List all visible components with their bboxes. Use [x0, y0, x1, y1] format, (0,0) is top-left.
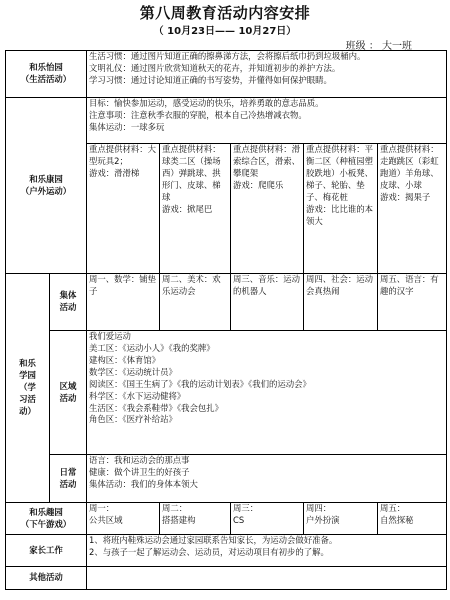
life-row	[6, 51, 447, 98]
areas-label: 区域 活动	[50, 331, 87, 455]
afternoon-day-1: 周一： 公共区域	[87, 503, 160, 535]
collective-label: 集体 活动	[50, 274, 87, 331]
afternoon-row	[6, 503, 447, 535]
afternoon-day-4: 周四： 户外扮演	[304, 503, 378, 535]
areas-math: 数学区：《运动统计员》	[89, 366, 177, 377]
afternoon-category: 和乐趣园 （下午游戏）	[6, 503, 87, 535]
parents-category: 家长工作	[6, 535, 87, 567]
collective-row	[6, 274, 447, 331]
life-category: 和乐怡园 （生活活动）	[6, 51, 87, 98]
date-range: （ 10月23日—— 10月27日）	[153, 26, 297, 37]
schedule-table	[5, 50, 447, 590]
life-habit-line: 生活习惯：通过图片知道正确的擦鼻涕方法，会将擦后纸巾扔到垃圾桶内。	[89, 51, 366, 61]
areas-row	[6, 331, 447, 455]
life-content	[87, 51, 447, 98]
other-row	[6, 567, 447, 590]
outdoor-day-2: 重点提供材料：球类二区（操场西）弹跳球、拱形门、皮球、梯球 游戏：掀尾巴	[160, 144, 231, 274]
collective-day-4: 周四、社会：运动会真热闹	[304, 274, 378, 331]
afternoon-day-5: 周五： 自然探秘	[378, 503, 447, 535]
areas-build: 建构区：《体育馆》	[89, 354, 161, 365]
parents-line-1: 1、将班内鞋殊运动会通过家园联系告知家长，为运动会做好准备。	[89, 535, 338, 545]
outdoor-goal: 目标：愉快参加运动，感受运动的快乐，培养勇敢的意志品质。	[89, 98, 324, 108]
other-content	[87, 567, 447, 590]
areas-reading: 阅读区：《国王生病了》《我的运动计划表》《我们的运动会》	[89, 378, 311, 389]
outdoor-group-sport: 集体运动：一球多玩	[89, 121, 165, 132]
parents-content	[87, 535, 447, 567]
outdoor-day-4: 重点提供材料：平衡二区（种植园塑胶跌地）小板凳、梯子、轮胎、垫子、梅花桩 游戏：比比谁的本领大	[304, 144, 378, 274]
outdoor-day-5: 重点提供材料：走跑跳区（彩虹跑道）羊角球、皮球、小球 游戏：揭果子	[378, 144, 447, 274]
parents-row	[6, 535, 447, 567]
areas-life: 生活区：《我会系鞋带》《我会包扎》	[89, 402, 223, 413]
outdoor-day-3: 重点提供材料：滑索综合区，滑索、攀爬架 游戏：爬爬乐	[231, 144, 304, 274]
life-study-line: 学习习惯：通过讨论知道正确的书写姿势，并懂得如何保护眼睛。	[89, 74, 332, 85]
outdoor-day-1: 重点提供材料：大型玩具2； 游戏：滑滑梯	[87, 144, 160, 274]
collective-day-2: 周二、美术：欢乐运动会	[160, 274, 231, 331]
areas-art: 美工区：《运动小人》《我的奖牌》	[89, 342, 215, 353]
page-title: 第八周教育活动内容安排	[139, 4, 311, 22]
collective-day-5: 周五、语言：有趣的汉字	[378, 274, 447, 331]
afternoon-day-2: 周二： 搭搭建构	[160, 503, 231, 535]
learning-category: 和乐 学园 （学 习活 动）	[6, 274, 50, 503]
daily-label: 日常 活动	[50, 455, 87, 503]
parents-line-2: 2、与孩子一起了解运动会、运动员，对运动项目有初步的了解。	[89, 546, 329, 557]
other-category: 其他活动	[6, 567, 87, 590]
areas-role: 角色区：《医疗补给站》	[89, 414, 177, 425]
outdoor-category: 和乐康园 （户外运动）	[6, 98, 87, 274]
life-etiquette-line: 文明礼仪：通过图片欣赏知道秋天的花卉，并知道初步的养护方法。	[89, 62, 341, 73]
outdoor-top-row	[6, 98, 447, 144]
class-label: 班级 ： 大一班	[345, 41, 412, 52]
daily-content: 语言：我和运动会的那点事 健康：做个讲卫生的好孩子 集体活动：我们的身体本领大	[87, 455, 447, 503]
areas-theme: 我们爱运动	[89, 331, 131, 341]
outdoor-notice: 注意事项：注意秋季衣服的穿脱，根本自己冷热增减衣物。	[89, 109, 307, 120]
areas-content	[87, 331, 447, 455]
collective-day-1: 周一、数学：铺垫子	[87, 274, 160, 331]
collective-day-3: 周三、音乐：运动的机器人	[231, 274, 304, 331]
afternoon-day-3: 周三： CS	[231, 503, 304, 535]
outdoor-content	[87, 98, 447, 144]
daily-row	[6, 455, 447, 503]
areas-science: 科学区：《水下运动健将》	[89, 390, 186, 401]
